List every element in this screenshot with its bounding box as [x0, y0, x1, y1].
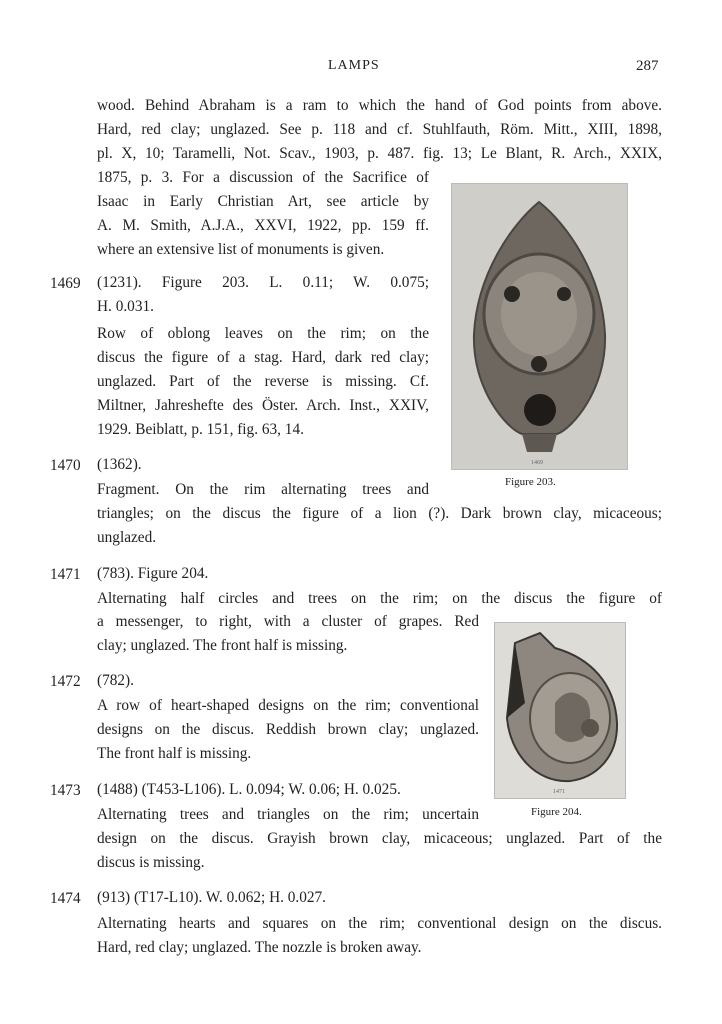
- intro-line: Isaac in Early Christian Art, see article by: [97, 193, 429, 210]
- entry-number: 1469: [50, 275, 81, 292]
- entry-line: Fragment. On the rim alternating trees and: [97, 481, 429, 498]
- intro-line: where an extensive list of monuments is given.: [97, 241, 385, 258]
- entry-line: a messenger, to right, with a cluster of grapes. Red: [97, 613, 479, 630]
- entry-number: 1473: [50, 782, 81, 799]
- running-header: LAMPS: [328, 58, 380, 73]
- entry-line: clay; unglazed. The front half is missing.: [97, 637, 348, 654]
- figure-204-label: 1471: [553, 789, 565, 795]
- entry-line: design on the discus. Grayish brown clay, micaceous; unglazed. Part of the: [97, 830, 662, 847]
- page-number: 287: [636, 58, 659, 74]
- figure-203-label: 1469: [531, 460, 543, 466]
- figure-204-image: [494, 622, 626, 799]
- entry-line: (1231). Figure 203. L. 0.11; W. 0.075;: [97, 274, 429, 291]
- entry-line: discus is missing.: [97, 854, 205, 871]
- entry-line: H. 0.031.: [97, 298, 154, 315]
- entry-line: (1362).: [97, 456, 142, 473]
- entry-number: 1472: [50, 673, 81, 690]
- entry-line: 1929. Beiblatt, p. 151, fig. 63, 14.: [97, 421, 304, 438]
- entry-line: (1488) (T453-L106). L. 0.094; W. 0.06; H. 0.025.: [97, 781, 401, 798]
- entry-line: (913) (T17-L10). W. 0.062; H. 0.027.: [97, 889, 327, 906]
- entry-line: A row of heart-shaped designs on the rim; conventional: [97, 697, 479, 714]
- entry-line: Alternating half circles and trees on the rim; on the discus the figure of: [97, 590, 662, 607]
- intro-line: pl. X, 10; Taramelli, Not. Scav., 1903, p. 487. fig. 13; Le Blant, R. Arch., XXIX,: [97, 145, 662, 162]
- entry-number: 1471: [50, 566, 81, 583]
- figure-203-image: [451, 183, 628, 470]
- entry-line: The front half is missing.: [97, 745, 252, 762]
- figure-203-caption: Figure 203.: [505, 476, 556, 488]
- figure-204-caption: Figure 204.: [531, 806, 582, 818]
- intro-line: Hard, red clay; unglazed. See p. 118 and cf. Stuhlfauth, Röm. Mitt., XIII, 1898,: [97, 121, 662, 138]
- entry-line: (782).: [97, 672, 134, 689]
- entry-line: discus the figure of a stag. Hard, dark red clay;: [97, 349, 429, 366]
- entry-line: unglazed. Part of the reverse is missing. Cf.: [97, 373, 429, 390]
- entry-line: unglazed.: [97, 529, 157, 546]
- entry-line: designs on the discus. Reddish brown clay; unglazed.: [97, 721, 479, 738]
- intro-line: wood. Behind Abraham is a ram to which the hand of God points from above.: [97, 97, 662, 114]
- entry-line: Alternating hearts and squares on the rim; conventional design on the discus.: [97, 915, 662, 932]
- entry-line: Alternating trees and triangles on the rim; uncertain: [97, 806, 479, 823]
- entry-line: (783). Figure 204.: [97, 565, 209, 582]
- entry-number: 1470: [50, 457, 81, 474]
- entry-number: 1474: [50, 890, 81, 907]
- entry-line: Row of oblong leaves on the rim; on the: [97, 325, 429, 342]
- entry-line: Miltner, Jahreshefte des Öster. Arch. Inst., XXIV,: [97, 397, 429, 414]
- intro-line: A. M. Smith, A.J.A., XXVI, 1922, pp. 159 ff.: [97, 217, 429, 234]
- intro-line: 1875, p. 3. For a discussion of the Sacrifice of: [97, 169, 429, 186]
- entry-line: Hard, red clay; unglazed. The nozzle is broken away.: [97, 939, 422, 956]
- entry-line: triangles; on the discus the figure of a lion (?). Dark brown clay, micaceous;: [97, 505, 662, 522]
